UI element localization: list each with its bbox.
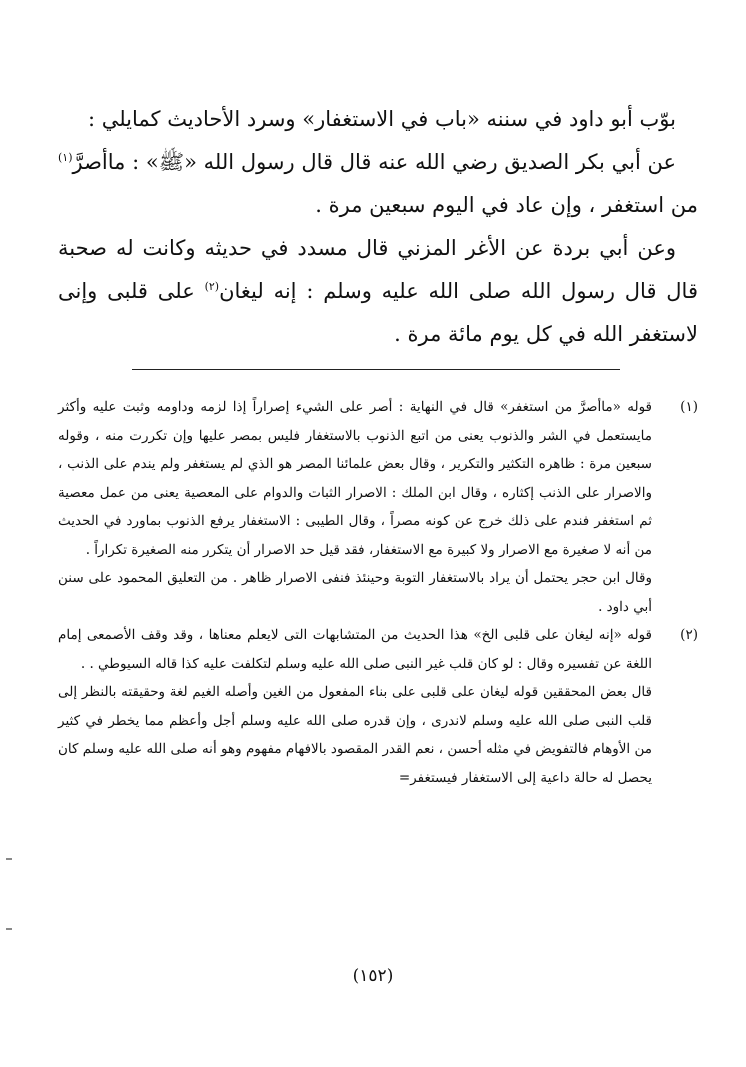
- footnote-1-number: (١): [680, 399, 698, 415]
- footnote-2-text-2: قال بعض المحققين قوله ليغان على قلبى على بناء المفعول من الغين وأصله الغيم لغة وحقيقته بالنظر إلى قلب النبى صلى الله عليه وسلم لاندرى ، وإن قدره صلى الله عليه وسلم أجل وأعظم مما يخطر في كثير من الأوهام فالتفويض في مثله أحسن ، نعم القدر المقصود بالافهام مفهوم وهو أنه صلى الله عليه وسلم كان يحصل له حالة داعية إلى الاستغفار فيستغفر=: [58, 684, 652, 786]
- footnote-1-text: قوله «ماأصرَّ من استغفر» قال في النهاية : أصر على الشيء إصراراً إذا لزمه وداومه وثبت عليه وأكثر مايستعمل في الشر والذنوب يعنى من اتبع الذنوب بالاستغفار فليس بمصر عليها وإن تكررت منه ، وقوله سبعين مرة : ظاهره التكثير والتكرير ، وقال بعض علمائنا المصر هو الذي لم يستغفر ولم يندم على الذنب ، والاصرار على الذنب إكثاره ، وقال ابن الملك : الاصرار الثبات والدوام على المعصية يعنى من عمل معصية ثم استغفر فندم على ذلك خرج عن كونه مصراً ، وقال الطيبى : الاستغفار يرفع الذنوب بماورد في الحديث من أنه لا صغيرة مع الاصرار ولا كبيرة مع الاستغفار، فقد قيل حد الاصرار أن يتكرر منه الصغيرة تكراراً .: [58, 399, 652, 558]
- footnote-divider: [132, 369, 620, 370]
- footnote-2-body: [58, 621, 652, 678]
- footnotes: [58, 393, 698, 792]
- footnote-1-text-2: وقال ابن حجر يحتمل أن يراد بالاستغفار التوبة وحينئذ فنفى الاصرار ظاهر . من التعليق المحمود على سنن أبي داود .: [58, 570, 652, 615]
- footnote-1-body: [58, 393, 652, 564]
- footnote-ref-2[interactable]: (٢): [204, 280, 220, 293]
- footnote-ref-1[interactable]: (١): [58, 151, 73, 164]
- scan-edge-mark: [6, 858, 12, 860]
- main-paragraph-3: [58, 227, 698, 356]
- paragraph-3-text-end: على قلبى وإنى لاستغفر الله في كل يوم مائة مرة .: [58, 279, 698, 346]
- footnote-1: [58, 393, 698, 564]
- footnote-2-text: قوله «إنه ليغان على قلبى الخ» هذا الحديث من المتشابهات التى لايعلم معناها ، وقد وقف الأصمعى إمام اللغة عن تفسيره وقال : لو كان قلب غير النبى صلى الله عليه وسلم لتكلفت عليه كذا قاله السيوطي . .: [58, 627, 652, 672]
- footnote-2-continuation: [58, 678, 652, 792]
- footnote-1-continuation: [58, 564, 652, 621]
- paragraph-2-text-end: من استغفر ، وإن عاد في اليوم سبعين مرة .: [315, 193, 698, 217]
- footnote-2: [58, 621, 698, 678]
- scan-edge-mark: [6, 928, 12, 930]
- main-paragraph-2: [58, 141, 698, 227]
- paragraph-3-text: وعن أبي بردة عن الأغر المزني قال مسدد في حديثه وكانت له صحبة قال قال رسول الله صلى الله عليه وسلم : إنه ليغان: [58, 236, 698, 303]
- main-text: [58, 98, 698, 356]
- footnote-2-number: (٢): [680, 627, 698, 643]
- page-number: (١٥٢): [352, 966, 394, 986]
- main-paragraph-1: بوّب أبو داود في سننه «باب في الاستغفار» وسرد الأحاديث كمايلي :: [87, 107, 676, 131]
- paragraph-2-text: عن أبي بكر الصديق رضي الله عنه قال قال رسول الله «ﷺ» : ماأصرَّ: [72, 150, 676, 174]
